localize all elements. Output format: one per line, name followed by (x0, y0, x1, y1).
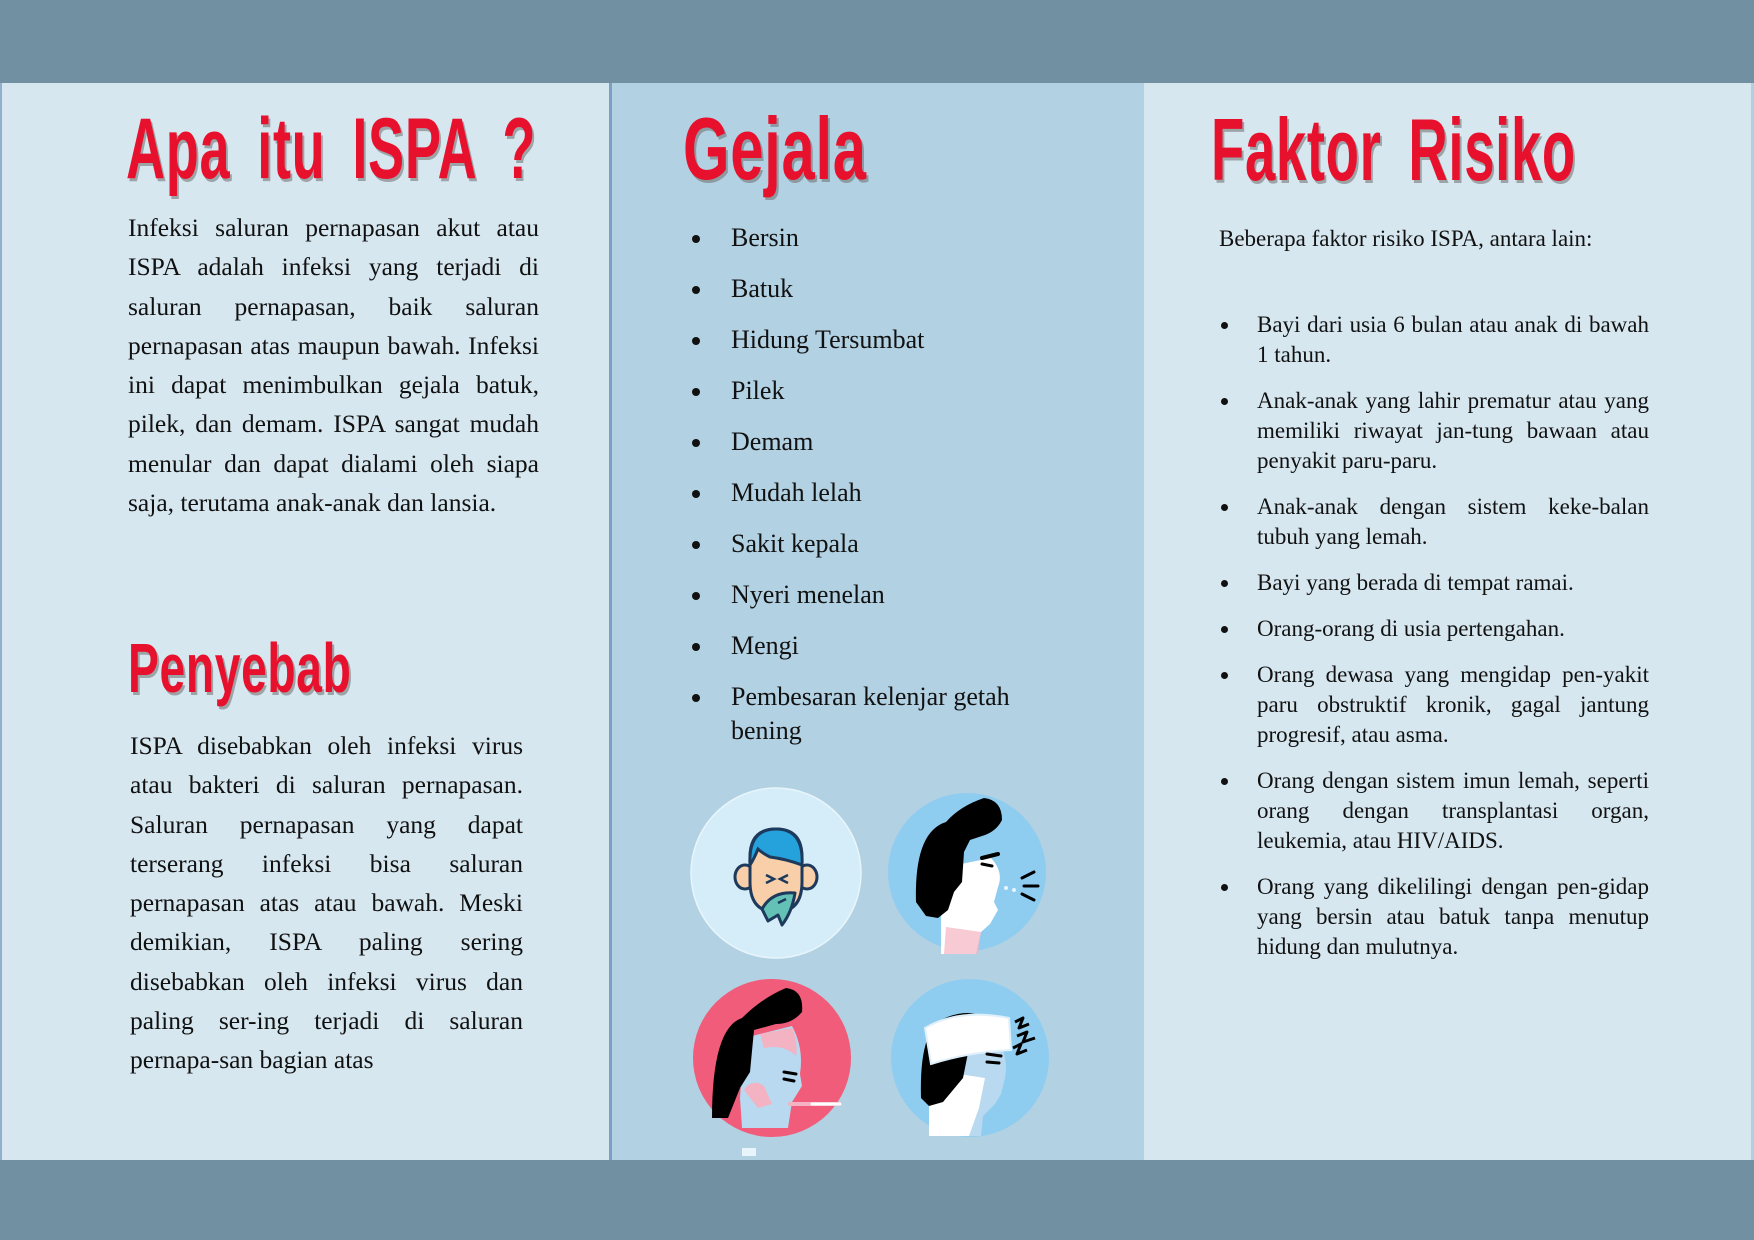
heading-what-is-ispa: Apa itu ISPA ? (126, 101, 537, 197)
bottom-band (0, 1160, 1754, 1240)
symptom-label: Batuk (731, 274, 794, 303)
risk-factor-label: Orang yang dikelilingi dengan pen-gidap yang bersin atau batuk tanpa menutup hidung dan mulutnya. (1257, 874, 1649, 959)
bullet-icon (692, 388, 700, 396)
symptom-label: Mengi (731, 631, 799, 660)
definition-paragraph: Infeksi saluran pernapasan akut atau ISPA adalah infeksi yang terjadi di saluran pernapasan, baik saluran pernapasan atas maupun bawah. Infeksi ini dapat menimbulkan gejala batuk, pilek, dan demam. ISPA sangat mudah menular dan dapat dialami oleh siapa saja, terutama anak-anak dan lansia. (128, 213, 539, 518)
bullet-icon (1221, 504, 1228, 511)
symptom-label: Mudah lelah (731, 478, 862, 507)
bullet-icon (1221, 322, 1228, 329)
bullet-icon (1221, 884, 1228, 891)
causes-paragraph: ISPA disebabkan oleh infeksi virus atau bakteri di saluran pernapasan. Saluran pernapasan yang dapat terserang infeksi bisa saluran pernapasan atas atau bawah. Meski demikian, ISPA paling sering disebabkan oleh infeksi virus dan paling ser-ing terjadi di saluran pernapa-san bagian atas (130, 731, 523, 1075)
bullet-icon (1221, 398, 1228, 405)
symptom-item (690, 680, 1071, 748)
symptoms-list (690, 221, 1110, 765)
risk-factor-label: Bayi dari usia 6 bulan atau anak di bawah 1 tahun. (1257, 312, 1649, 367)
bullet-icon (692, 235, 700, 243)
symptom-item (690, 578, 1110, 612)
bullet-icon (1221, 672, 1228, 679)
heading-risk-factors: Faktor Risiko (1211, 100, 1576, 199)
symptom-item (690, 629, 1110, 663)
symptom-item (690, 272, 1110, 306)
fever-person-icon (692, 978, 854, 1158)
symptom-label: Nyeri menelan (731, 580, 885, 609)
bullet-icon (692, 694, 700, 702)
coughing-person-icon (886, 792, 1048, 954)
bullet-icon (692, 643, 700, 651)
symptom-item (690, 527, 1110, 561)
risk-factor-item (1219, 614, 1649, 644)
bullet-icon (1221, 626, 1228, 633)
bullet-icon (692, 490, 700, 498)
risk-factor-item (1219, 766, 1649, 856)
symptom-label: Sakit kepala (731, 529, 859, 558)
symptom-label: Bersin (731, 223, 799, 252)
risk-factor-item (1219, 660, 1649, 750)
risk-intro: Beberapa faktor risiko ISPA, antara lain: (1219, 226, 1593, 251)
risk-factor-label: Orang dewasa yang mengidap pen-yakit paru obstruktif kronik, gagal jantung progresif, atau asma. (1257, 662, 1649, 747)
bullet-icon (692, 541, 700, 549)
symptom-item (690, 374, 1110, 408)
bullet-icon (692, 286, 700, 294)
risk-factor-item (1219, 492, 1649, 552)
symptom-label: Demam (731, 427, 814, 456)
symptom-item (690, 323, 1110, 357)
bullet-icon (1221, 580, 1228, 587)
top-band (0, 0, 1754, 83)
symptom-item (690, 221, 1110, 255)
symptom-label: Pilek (731, 376, 785, 405)
risk-factor-label: Bayi yang berada di tempat ramai. (1257, 570, 1574, 595)
symptom-label: Hidung Tersumbat (731, 325, 925, 354)
risk-factor-item (1219, 568, 1649, 598)
symptom-label: Pembesaran kelenjar getah bening (731, 682, 1010, 745)
symptom-item (690, 425, 1110, 459)
headache-person-icon (889, 978, 1051, 1140)
risk-factor-label: Orang-orang di usia pertengahan. (1257, 616, 1565, 641)
risk-factor-item (1219, 386, 1649, 476)
risk-factor-item (1219, 872, 1649, 962)
heading-causes: Penyebab (128, 629, 352, 707)
risk-factor-item (1219, 310, 1649, 370)
heading-symptoms: Gejala (683, 99, 867, 198)
bullet-icon (1221, 778, 1228, 785)
bullet-icon (692, 439, 700, 447)
risk-factor-label: Anak-anak dengan sistem keke-balan tubuh yang lemah. (1257, 494, 1649, 549)
bullet-icon (692, 592, 700, 600)
bullet-icon (692, 337, 700, 345)
risk-factor-label: Anak-anak yang lahir prematur atau yang memiliki riwayat jan-tung bawaan atau penyakit paru-paru. (1257, 388, 1649, 473)
risk-factor-label: Orang dengan sistem imun lemah, seperti orang dengan transplantasi organ, leukemia, atau HIV/AIDS. (1257, 768, 1649, 853)
risk-factors-list (1219, 310, 1649, 978)
symptom-item (690, 476, 1110, 510)
sneezing-person-icon (690, 787, 862, 959)
